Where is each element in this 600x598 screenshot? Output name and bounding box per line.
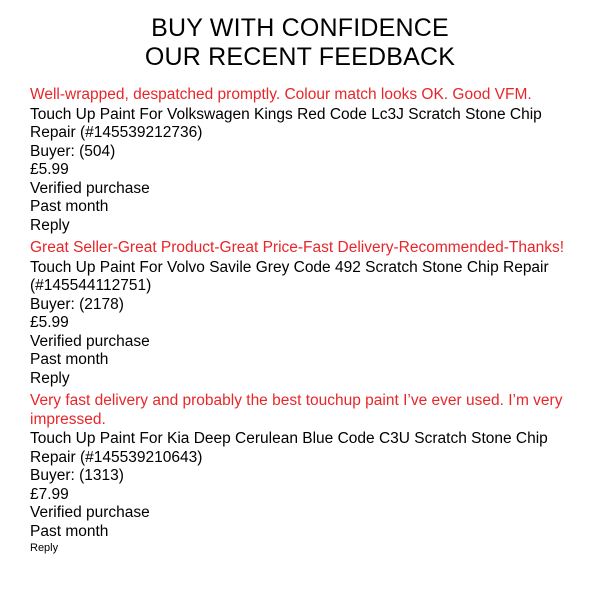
feedback-date: Past month xyxy=(30,522,109,540)
feedback-comment: Very fast delivery and probably the best touchup paint I’ve ever used. I’m very impressed. xyxy=(30,392,563,428)
page-title xyxy=(30,14,570,72)
feedback-price: £5.99 xyxy=(30,314,69,331)
feedback-verified-purchase: Verified purchase xyxy=(30,179,150,197)
list-item xyxy=(30,239,570,388)
feedback-buyer: Buyer: (2178) xyxy=(30,295,124,313)
feedback-price: £7.99 xyxy=(30,485,69,503)
feedback-item-title: Touch Up Paint For Volvo Savile Grey Code 492 Scratch Stone Chip Repair (#145544112751) xyxy=(30,258,549,294)
feedback-comment: Great Seller-Great Product-Great Price-Fast Delivery-Recommended-Thanks! xyxy=(30,239,565,256)
list-item xyxy=(30,86,570,235)
feedback-date: Past month xyxy=(30,351,109,368)
reply-link[interactable]: Reply xyxy=(30,369,70,387)
feedback-buyer: Buyer: (1313) xyxy=(30,467,124,484)
feedback-comment: Well-wrapped, despatched promptly. Colour match looks OK. Good VFM. xyxy=(30,86,532,103)
feedback-buyer: Buyer: (504) xyxy=(30,142,116,160)
feedback-price: £5.99 xyxy=(30,161,69,178)
reply-link[interactable]: Reply xyxy=(30,216,70,234)
page-title-line-1: BUY WITH CONFIDENCE xyxy=(151,14,449,42)
feedback-verified-purchase: Verified purchase xyxy=(30,504,150,521)
feedback-list xyxy=(30,86,570,555)
feedback-verified-purchase: Verified purchase xyxy=(30,332,150,350)
feedback-item-title: Touch Up Paint For Kia Deep Cerulean Blue Code C3U Scratch Stone Chip Repair (#145539210643) xyxy=(30,430,548,466)
feedback-date: Past month xyxy=(30,198,109,215)
list-item xyxy=(30,392,570,555)
page-title-line-2: OUR RECENT FEEDBACK xyxy=(144,43,456,71)
reply-link[interactable]: Reply xyxy=(30,542,59,554)
feedback-item-title: Touch Up Paint For Volkswagen Kings Red Code Lc3J Scratch Stone Chip Repair (#145539212736) xyxy=(30,105,542,141)
